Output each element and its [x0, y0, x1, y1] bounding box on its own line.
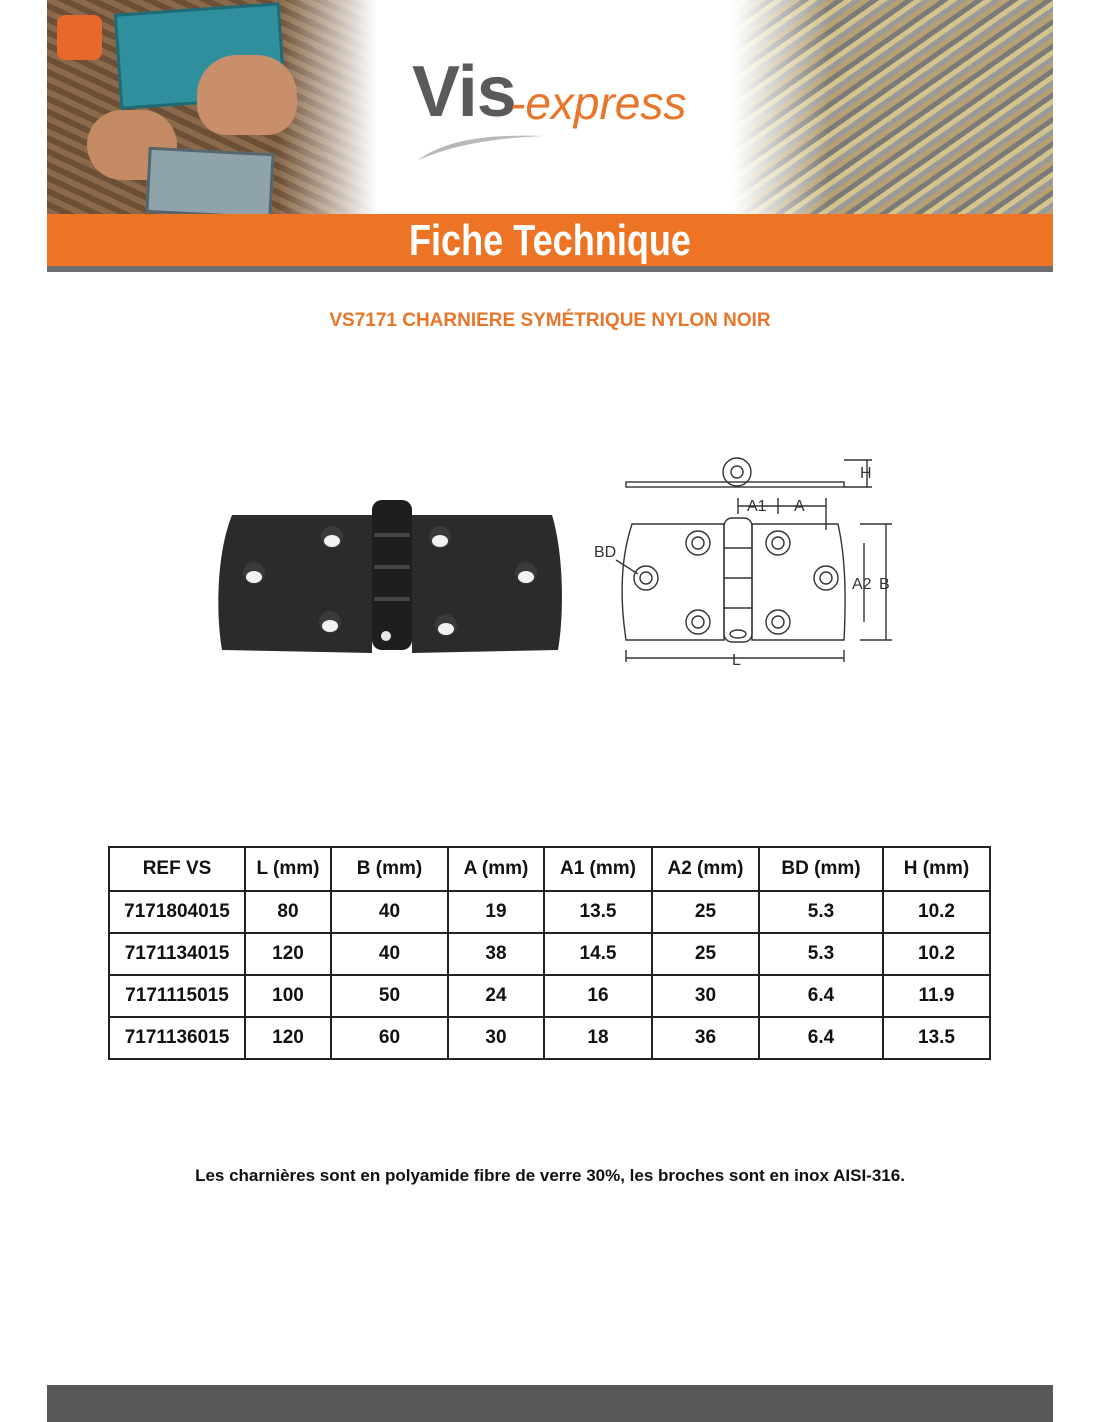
cell-b: 60: [331, 1017, 448, 1059]
tools-photo: [47, 0, 377, 214]
cell-bd: 6.4: [759, 975, 883, 1017]
table-row: [109, 1017, 990, 1059]
header-bd: BD (mm): [759, 847, 883, 891]
table-row: [109, 891, 990, 933]
cell-a: 19: [448, 891, 544, 933]
table-row: [109, 933, 990, 975]
label-a2: A2: [852, 576, 872, 593]
cell-b: 40: [331, 933, 448, 975]
screws-photo: [733, 0, 1053, 214]
cell-a1: 16: [544, 975, 652, 1017]
logo-main: Vis: [412, 52, 516, 132]
label-h: H: [860, 465, 872, 482]
hinge-photo: [214, 495, 566, 657]
cell-a: 30: [448, 1017, 544, 1059]
table-header-row: [109, 847, 990, 891]
label-b: B: [879, 576, 890, 593]
label-a1: A1: [747, 498, 767, 515]
header-h: H (mm): [883, 847, 990, 891]
cell-l: 100: [245, 975, 331, 1017]
header-l: L (mm): [245, 847, 331, 891]
footer-bar: [47, 1385, 1053, 1422]
title-bar-shadow: [47, 266, 1053, 272]
label-bd: BD: [594, 544, 617, 561]
cell-ref: 7171136015: [109, 1017, 245, 1059]
cell-l: 120: [245, 933, 331, 975]
cell-a: 38: [448, 933, 544, 975]
banner-title: Fiche Technique: [408, 216, 692, 265]
logo-swoosh-icon: [416, 132, 546, 162]
cell-a: 24: [448, 975, 544, 1017]
cell-ref: 7171134015: [109, 933, 245, 975]
cell-b: 40: [331, 891, 448, 933]
cell-h: 10.2: [883, 933, 990, 975]
label-a: A: [794, 498, 805, 515]
cell-a2: 25: [652, 891, 759, 933]
product-title: VS7171 CHARNIERE SYMÉTRIQUE NYLON NOIR: [329, 310, 771, 331]
logo-sub: -express: [510, 77, 687, 129]
title-bar: [47, 214, 1053, 266]
header-a2: A2 (mm): [652, 847, 759, 891]
cell-h: 10.2: [883, 891, 990, 933]
header-b: B (mm): [331, 847, 448, 891]
header-ref: REF VS: [109, 847, 245, 891]
header-a: A (mm): [448, 847, 544, 891]
vis-express-logo: [412, 52, 712, 166]
cell-b: 50: [331, 975, 448, 1017]
cell-h: 11.9: [883, 975, 990, 1017]
material-note: Les charnières sont en polyamide fibre de verre 30%, les broches sont en inox AISI-316.: [195, 1166, 905, 1185]
cell-bd: 6.4: [759, 1017, 883, 1059]
cell-a1: 18: [544, 1017, 652, 1059]
cell-l: 80: [245, 891, 331, 933]
cell-a1: 14.5: [544, 933, 652, 975]
cell-a2: 30: [652, 975, 759, 1017]
specification-table: [108, 846, 991, 1060]
cell-bd: 5.3: [759, 891, 883, 933]
technical-diagram: [592, 450, 902, 675]
cell-ref: 7171804015: [109, 891, 245, 933]
cell-bd: 5.3: [759, 933, 883, 975]
cell-a1: 13.5: [544, 891, 652, 933]
label-l: L: [732, 652, 741, 669]
cell-a2: 36: [652, 1017, 759, 1059]
cell-h: 13.5: [883, 1017, 990, 1059]
table-row: [109, 975, 990, 1017]
header-a1: A1 (mm): [544, 847, 652, 891]
cell-a2: 25: [652, 933, 759, 975]
cell-ref: 7171115015: [109, 975, 245, 1017]
cell-l: 120: [245, 1017, 331, 1059]
